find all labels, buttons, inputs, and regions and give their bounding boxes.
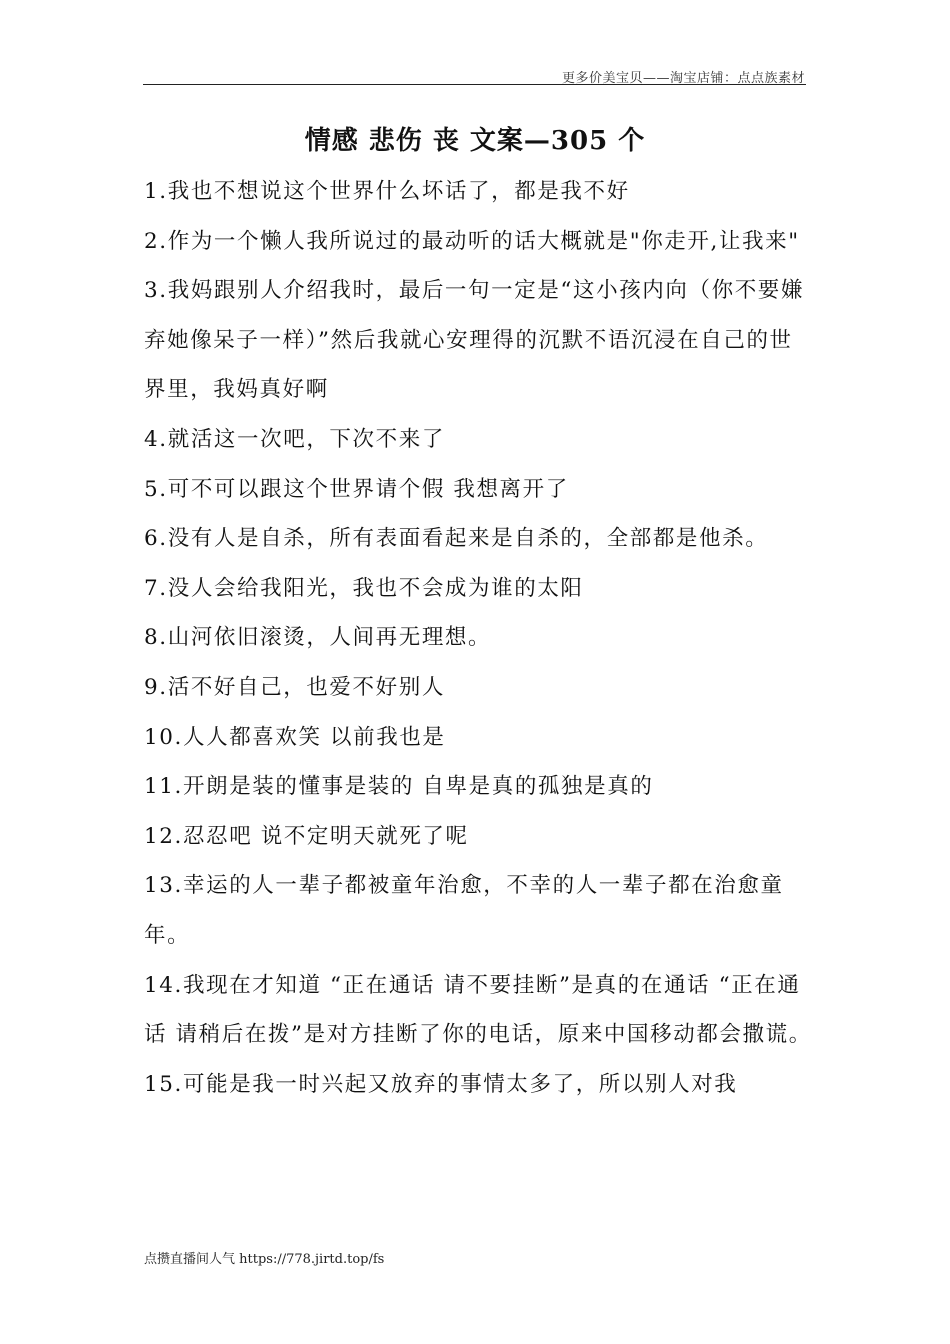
entry-10: 10.人人都喜欢笑 以前我也是 — [144, 724, 446, 750]
document-title: 情感 悲伤 丧 文案—305 个 — [304, 126, 646, 156]
entry-9: 9.活不好自己，也爱不好别人 — [144, 674, 445, 700]
entry-5: 5.可不可以跟这个世界请个假 我想离开了 — [144, 476, 569, 502]
entry-13: 13.幸运的人一辈子都被童年治愈，不幸的人一辈子都在治愈童年。 — [144, 873, 784, 948]
entry-8: 8.山河依旧滚烫，人间再无理想。 — [144, 625, 492, 651]
entry-3: 3.我妈跟别人介绍我时，最后一句一定是“这小孩内向（你不要嫌弃她像呆子一样）”然后我就心安理得的沉默不语沉浸在自己的世界里，我妈真好啊 — [144, 278, 805, 403]
entry-2: 2.作为一个懒人我所说过的最动听的话大概就是"你走开,让我来" — [144, 228, 800, 254]
entry-14: 14.我现在才知道 “正在通话 请不要挂断”是真的在通话 “正在通话 请稍后在拨”是对方挂断了你的电话，原来中国移动都会撒谎。 — [144, 972, 812, 1048]
entry-4: 4.就活这一次吧，下次不来了 — [144, 426, 445, 452]
entry-6: 6.没有人是自杀，所有表面看起来是自杀的，全部都是他杀。 — [144, 526, 769, 552]
entry-11: 11.开朗是装的懂事是装的 自卑是真的孤独是真的 — [144, 774, 654, 800]
entry-15: 15.可能是我一时兴起又放弃的事情太多了，所以别人对我 — [144, 1071, 738, 1097]
entry-7: 7.没人会给我阳光，我也不会成为谁的太阳 — [144, 575, 584, 601]
entry-12: 12.忍忍吧 说不定明天就死了呢 — [144, 823, 469, 849]
header-text: 更多价美宝贝——淘宝店铺：点点族素材 — [561, 71, 805, 86]
footer-link-text: 点攒直播间人气 https://778.jirtd.top/fs — [144, 1252, 385, 1267]
document-body — [144, 167, 812, 1109]
entry-1: 1.我也不想说这个世界什么坏话了，都是我不好 — [144, 179, 630, 204]
header-divider — [143, 84, 806, 85]
